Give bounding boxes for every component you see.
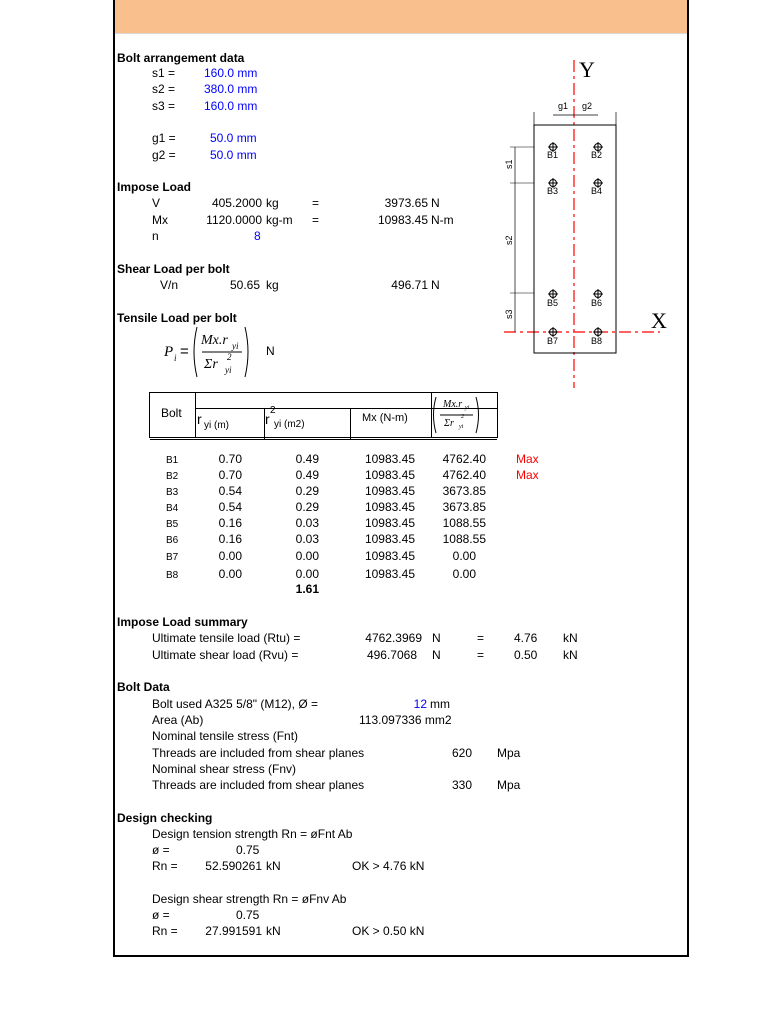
mx-value: 10983.45: [364, 484, 415, 498]
header-ry2-sup: 2: [270, 405, 276, 416]
ry2-value: 0.29: [295, 484, 319, 498]
mx-equals: =: [312, 213, 320, 227]
mx-value: 10983.45: [364, 567, 415, 581]
x-axis-label: X: [651, 308, 667, 333]
bolt-b5: [547, 289, 558, 308]
phi-label-2: ø =: [152, 908, 170, 922]
mx-value: 10983.45: [364, 516, 415, 530]
header-mx: Mx (N-m): [362, 412, 408, 424]
header-p-den-sub: yi: [459, 424, 464, 430]
g1-value: 50.0 mm: [210, 131, 257, 145]
p-value: 0.00: [452, 567, 476, 581]
sum-ry2: 1.61: [295, 582, 319, 596]
bolt-label: B7: [547, 336, 559, 346]
ry2-value: 0.03: [295, 532, 319, 546]
g2-label: g2 =: [152, 148, 176, 162]
tensile-formula: [160, 324, 290, 380]
bolt-arrangement-title: Bolt arrangement data: [117, 51, 245, 65]
formula-unit: N: [266, 344, 275, 358]
rvu-unit: N: [432, 648, 441, 662]
divider: [195, 393, 196, 437]
tension-check: OK > 4.76 kN: [352, 859, 425, 873]
header-ry-sub: yi (m): [204, 420, 229, 431]
p-value: 1088.55: [442, 516, 486, 530]
max-flag: Max: [516, 452, 539, 466]
bolt-label: B6: [591, 298, 603, 308]
header-p-den-sup: 2: [461, 414, 464, 420]
rn-unit-2: kN: [266, 924, 281, 938]
shear-check: OK > 0.50 kN: [352, 924, 425, 938]
ry2-value: 0.00: [295, 549, 319, 563]
rvu-value: 496.7068: [366, 648, 417, 662]
header-p-num-sub: yi: [465, 405, 470, 411]
area-value: 113.097336 mm2: [359, 713, 452, 727]
shear-per-bolt-title: Shear Load per bolt: [117, 262, 230, 276]
v-value: 405.2000: [211, 196, 262, 210]
design-title: Design checking: [117, 811, 213, 825]
rtu-value: 4762.3969: [365, 631, 422, 645]
header-p-den: Σr: [444, 418, 454, 429]
rn-label-2: Rn =: [152, 924, 178, 938]
threads-shear-label: Threads are included from shear planes: [152, 778, 365, 792]
bolt-b1: [547, 142, 558, 160]
bolt-id: B1: [166, 455, 179, 466]
p-value: 3673.85: [442, 484, 486, 498]
header-bolt: Bolt: [161, 406, 182, 420]
mx-label: Mx: [152, 213, 168, 227]
ry-value: 0.00: [218, 549, 242, 563]
bolt-layout-diagram: [498, 55, 678, 390]
ry-value: 0.16: [218, 532, 242, 546]
ry2-value: 0.49: [295, 452, 319, 466]
header-ry2-sub: yi (m2): [274, 419, 305, 430]
formula-denominator: Σr: [204, 357, 218, 372]
ry-value: 0.00: [218, 567, 242, 581]
formula-lhs-sub: i: [174, 353, 177, 363]
rtu-label: Ultimate tensile load (Rtu) =: [152, 631, 301, 645]
bolt-id: B5: [166, 519, 179, 530]
tensile-per-bolt-title: Tensile Load per bolt: [117, 311, 237, 325]
s2-value: 380.0 mm: [204, 82, 258, 96]
bolt-diameter: 12: [413, 697, 427, 711]
bolt-id: B6: [166, 535, 179, 546]
formula-denominator-sub: yi: [225, 365, 232, 375]
bolt-id: B7: [166, 552, 179, 563]
rn-value-1: 52.590261: [205, 859, 262, 873]
bolt-data-title: Bolt Data: [117, 680, 170, 694]
g2-dim-label: g2: [582, 101, 593, 111]
ry2-value: 0.29: [295, 500, 319, 514]
ry2-value: 0.00: [295, 567, 319, 581]
bolt-label: B3: [547, 186, 559, 196]
s1-label: s1 =: [152, 66, 176, 80]
phi-label-1: ø =: [152, 843, 170, 857]
phi-value-1: 0.75: [236, 843, 260, 857]
s3-value: 160.0 mm: [204, 99, 258, 113]
divider: [150, 439, 497, 440]
s2-label: s2 =: [152, 82, 176, 96]
v-unit: kg: [266, 196, 279, 210]
rvu-kn: 0.50: [514, 648, 538, 662]
mx-value: 10983.45: [364, 468, 415, 482]
mx-unit: kg-m: [266, 213, 293, 227]
bolt-b7: [547, 327, 558, 346]
p-value: 0.00: [452, 549, 476, 563]
mx-converted: 10983.45: [377, 213, 428, 227]
mx-value: 1120.0000: [206, 213, 262, 227]
shear-strength-title: Design shear strength Rn = øFnv Ab: [152, 892, 347, 906]
vn-unit: kg: [266, 278, 279, 292]
bolt-label: B4: [591, 186, 603, 196]
v-converted: 3973.65: [384, 196, 428, 210]
bolt-b8: [591, 327, 603, 346]
formula-numerator: Mx.r: [201, 333, 228, 348]
v-label: V: [152, 196, 161, 210]
fnv-label: Nominal shear stress (Fnv): [152, 762, 297, 776]
mx-value: 10983.45: [364, 500, 415, 514]
area-label: Area (Ab): [152, 713, 204, 727]
vn-value: 50.65: [229, 278, 260, 292]
vn-converted: 496.71: [391, 278, 428, 292]
bolt-id: B4: [166, 503, 179, 514]
p-value: 3673.85: [442, 500, 486, 514]
bolt-id: B8: [166, 570, 179, 581]
bolt-id: B2: [166, 471, 179, 482]
phi-value-2: 0.75: [236, 908, 260, 922]
bolt-label: B5: [547, 298, 559, 308]
vn-label: V/n: [160, 278, 179, 292]
s1-dim-label: s1: [504, 159, 514, 169]
s3-label: s3 =: [152, 99, 176, 113]
rvu-kn-unit: kN: [563, 648, 578, 662]
rtu-equals: =: [477, 631, 485, 645]
fnv-value: 330: [452, 778, 473, 792]
bolt-b2: [591, 142, 603, 160]
fnt-unit: Mpa: [497, 746, 521, 760]
bolt-label: B1: [547, 150, 559, 160]
bolt-diameter-unit: mm: [430, 697, 450, 711]
rvu-equals: =: [477, 648, 485, 662]
fnt-value: 620: [452, 746, 473, 760]
p-value: 1088.55: [442, 532, 486, 546]
mx-value: 10983.45: [364, 532, 415, 546]
bolt-b4: [591, 178, 603, 196]
g1-label: g1 =: [152, 131, 176, 145]
bolt-label: B2: [591, 150, 603, 160]
threads-tension-label: Threads are included from shear planes: [152, 746, 365, 760]
summary-title: Impose Load summary: [117, 615, 248, 629]
p-value: 4762.40: [442, 468, 486, 482]
formula-equals: =: [180, 343, 189, 360]
rtu-kn: 4.76: [514, 631, 538, 645]
max-flag: Max: [516, 468, 539, 482]
fnv-unit: Mpa: [497, 778, 521, 792]
s3-dim-label: s3: [504, 309, 514, 319]
rtu-unit: N: [432, 631, 441, 645]
divider: [350, 408, 351, 439]
header-ry2: r: [265, 411, 270, 427]
impose-load-title: Impose Load: [117, 180, 192, 194]
rn-unit-1: kN: [266, 859, 281, 873]
s2-dim-label: s2: [504, 235, 514, 245]
formula-denominator-sup: 2: [227, 352, 232, 362]
rn-value-2: 27.991591: [205, 924, 262, 938]
rtu-kn-unit: kN: [563, 631, 578, 645]
bolt-id: B3: [166, 487, 179, 498]
v-converted-unit: N: [431, 196, 440, 210]
header-p-num: Mx.r: [443, 399, 463, 410]
mx-converted-unit: N-m: [431, 213, 454, 227]
vn-converted-unit: N: [431, 278, 440, 292]
p-value: 4762.40: [442, 452, 486, 466]
header-p-formula: [431, 395, 481, 435]
bolt-label: B8: [591, 336, 603, 346]
formula-lhs: P: [164, 344, 174, 360]
bolt-b6: [591, 289, 603, 308]
bolt-used-label: Bolt used A325 5/8" (M12), Ø =: [152, 697, 319, 711]
ry-value: 0.70: [218, 468, 242, 482]
mx-value: 10983.45: [364, 452, 415, 466]
ry-value: 0.70: [218, 452, 242, 466]
v-equals: =: [312, 196, 320, 210]
ry-value: 0.54: [218, 500, 242, 514]
bolt-b3: [547, 178, 558, 196]
n-label: n: [152, 229, 159, 243]
header-ry: r: [197, 411, 202, 427]
rvu-label: Ultimate shear load (Rvu) =: [152, 648, 299, 662]
s1-value: 160.0 mm: [204, 66, 258, 80]
formula-numerator-sub: yi: [232, 341, 239, 351]
ry2-value: 0.49: [295, 468, 319, 482]
tension-strength-title: Design tension strength Rn = øFnt Ab: [152, 827, 353, 841]
y-axis-label: Y: [579, 57, 595, 82]
ry-value: 0.16: [218, 516, 242, 530]
g2-value: 50.0 mm: [210, 148, 257, 162]
rn-label-1: Rn =: [152, 859, 178, 873]
g1-dim-label: g1: [558, 101, 569, 111]
fnt-label: Nominal tensile stress (Fnt): [152, 729, 299, 743]
mx-value: 10983.45: [364, 549, 415, 563]
n-value: 8: [254, 229, 261, 243]
ry-value: 0.54: [218, 484, 242, 498]
ry2-value: 0.03: [295, 516, 319, 530]
